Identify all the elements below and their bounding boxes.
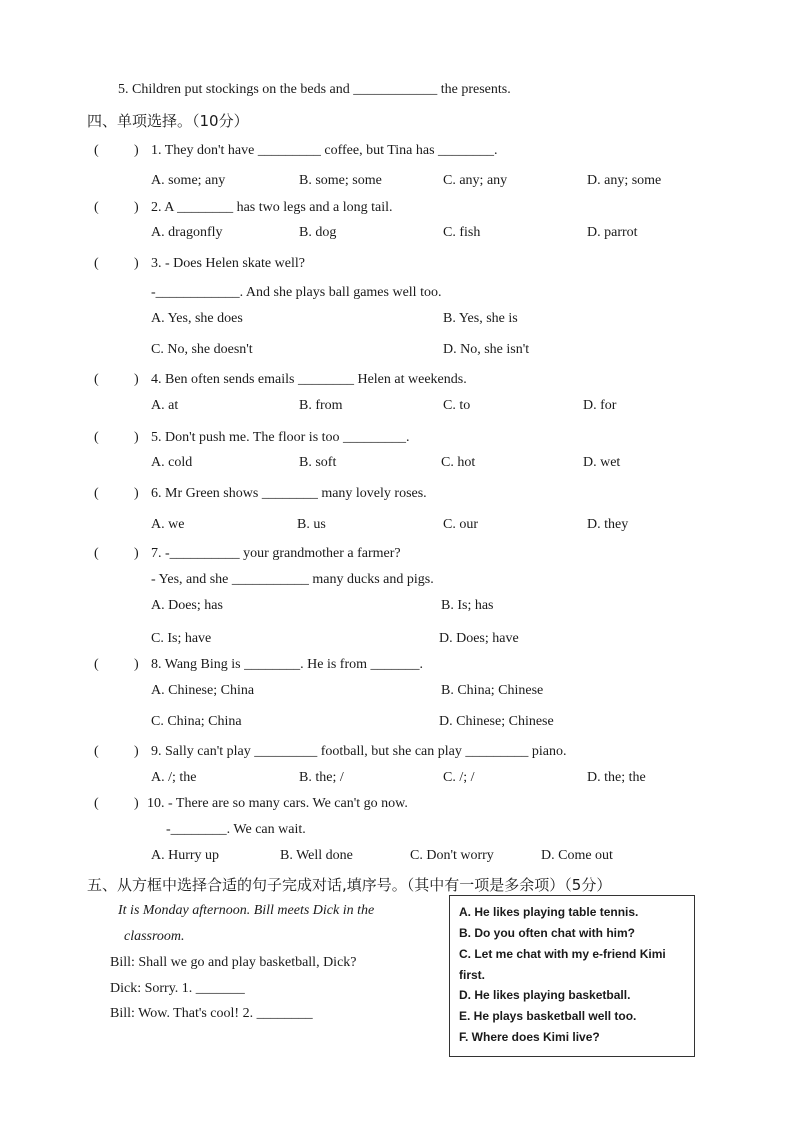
question-stem: 3. - Does Helen skate well? xyxy=(151,256,305,271)
answer-paren-close: ) xyxy=(134,430,139,445)
answer-paren-open: ( xyxy=(94,256,99,271)
option-a: A. dragonfly xyxy=(151,225,223,240)
choice-d: D. He likes playing basketball. xyxy=(459,988,631,1002)
option-a: A. at xyxy=(151,398,179,413)
option-a: A. Yes, she does xyxy=(151,311,243,326)
answer-paren-open: ( xyxy=(94,372,99,387)
answer-choices-box xyxy=(449,895,695,1057)
answer-paren-close: ) xyxy=(134,200,139,215)
option-d: D. No, she isn't xyxy=(443,342,530,357)
option-d: D. Does; have xyxy=(439,631,519,646)
dialogue-line-2: Dick: Sorry. 1. _______ xyxy=(110,981,245,996)
question-stem: 6. Mr Green shows ________ many lovely roses. xyxy=(151,486,427,501)
option-d: D. parrot xyxy=(587,225,638,240)
question-stem: 7. -__________ your grandmother a farmer? xyxy=(151,546,401,561)
answer-paren-close: ) xyxy=(134,143,139,158)
choice-c: C. Let me chat with my e-friend Kimi xyxy=(459,947,666,961)
option-d: D. any; some xyxy=(587,173,662,188)
answer-paren-close: ) xyxy=(134,546,139,561)
option-c: C. hot xyxy=(441,455,476,470)
option-c: C. Is; have xyxy=(151,631,212,646)
section-5-title: 五、从方框中选择合适的句子完成对话,填序号。（其中有一项是多余项）（5分） xyxy=(87,876,612,894)
question-stem: 2. A ________ has two legs and a long tail. xyxy=(151,200,393,215)
answer-paren-close: ) xyxy=(134,796,139,811)
question-stem: 8. Wang Bing is ________. He is from _______. xyxy=(151,657,423,672)
question-stem: 9. Sally can't play _________ football, but she can play _________ piano. xyxy=(151,744,567,759)
option-c: C. any; any xyxy=(443,173,508,188)
option-c: C. to xyxy=(443,398,471,413)
answer-paren-open: ( xyxy=(94,796,99,811)
option-d: D. Chinese; Chinese xyxy=(439,714,554,729)
choice-b: B. Do you often chat with him? xyxy=(459,926,635,940)
option-b: B. soft xyxy=(299,455,337,470)
question-stem: 1. They don't have _________ coffee, but Tina has ________. xyxy=(151,143,498,158)
scene-description-line-1: It is Monday afternoon. Bill meets Dick in the xyxy=(118,903,375,918)
answer-paren-open: ( xyxy=(94,657,99,672)
option-a: A. Chinese; China xyxy=(151,683,255,698)
option-d: D. Come out xyxy=(541,848,613,863)
option-a: A. some; any xyxy=(151,173,226,188)
question-stem: 5. Don't push me. The floor is too _________. xyxy=(151,430,410,445)
option-d: D. the; the xyxy=(587,770,646,785)
answer-paren-open: ( xyxy=(94,486,99,501)
option-d: D. they xyxy=(587,517,629,532)
answer-paren-close: ) xyxy=(134,486,139,501)
question-stem-line-2: -________. We can wait. xyxy=(166,822,306,837)
option-a: A. /; the xyxy=(151,770,197,785)
question-stem-line-2: - Yes, and she ___________ many ducks and pigs. xyxy=(151,572,434,587)
answer-paren-close: ) xyxy=(134,657,139,672)
answer-paren-open: ( xyxy=(94,143,99,158)
option-c: C. /; / xyxy=(443,770,475,785)
option-b: B. from xyxy=(299,398,343,413)
option-b: B. Well done xyxy=(280,848,353,863)
answer-paren-close: ) xyxy=(134,256,139,271)
option-a: A. cold xyxy=(151,455,193,470)
answer-paren-open: ( xyxy=(94,200,99,215)
option-c: C. our xyxy=(443,517,478,532)
answer-paren-open: ( xyxy=(94,744,99,759)
option-b: B. some; some xyxy=(299,173,382,188)
option-c: C. No, she doesn't xyxy=(151,342,253,357)
question-stem: 4. Ben often sends emails ________ Helen at weekends. xyxy=(151,372,467,387)
option-c: C. Don't worry xyxy=(410,848,494,863)
section-4-title: 四、单项选择。（10分） xyxy=(87,112,249,130)
question-stem-line-2: -____________. And she plays ball games well too. xyxy=(151,285,442,300)
option-b: B. Is; has xyxy=(441,598,494,613)
answer-paren-close: ) xyxy=(134,372,139,387)
choice-e: E. He plays basketball well too. xyxy=(459,1009,637,1023)
option-a: A. Does; has xyxy=(151,598,223,613)
answer-paren-open: ( xyxy=(94,546,99,561)
dialogue-line-1: Bill: Shall we go and play basketball, Dick? xyxy=(110,955,357,970)
option-c: C. China; China xyxy=(151,714,242,729)
dialogue-line-3: Bill: Wow. That's cool! 2. ________ xyxy=(110,1006,313,1021)
choice-f: F. Where does Kimi live? xyxy=(459,1030,600,1044)
option-a: A. Hurry up xyxy=(151,848,220,863)
option-b: B. China; Chinese xyxy=(441,683,544,698)
answer-paren-open: ( xyxy=(94,430,99,445)
option-b: B. us xyxy=(297,517,326,532)
option-b: B. Yes, she is xyxy=(443,311,518,326)
option-c: C. fish xyxy=(443,225,481,240)
scene-description-line-2: classroom. xyxy=(124,929,185,944)
top-line: 5. Children put stockings on the beds and ____________ the presents. xyxy=(118,82,511,97)
option-b: B. dog xyxy=(299,225,337,240)
option-b: B. the; / xyxy=(299,770,344,785)
option-d: D. for xyxy=(583,398,617,413)
option-a: A. we xyxy=(151,517,185,532)
choice-a: A. He likes playing table tennis. xyxy=(459,905,639,919)
choice-c-continued: first. xyxy=(459,968,486,982)
question-stem: 10. - There are so many cars. We can't go now. xyxy=(147,796,408,811)
answer-paren-close: ) xyxy=(134,744,139,759)
option-d: D. wet xyxy=(583,455,621,470)
